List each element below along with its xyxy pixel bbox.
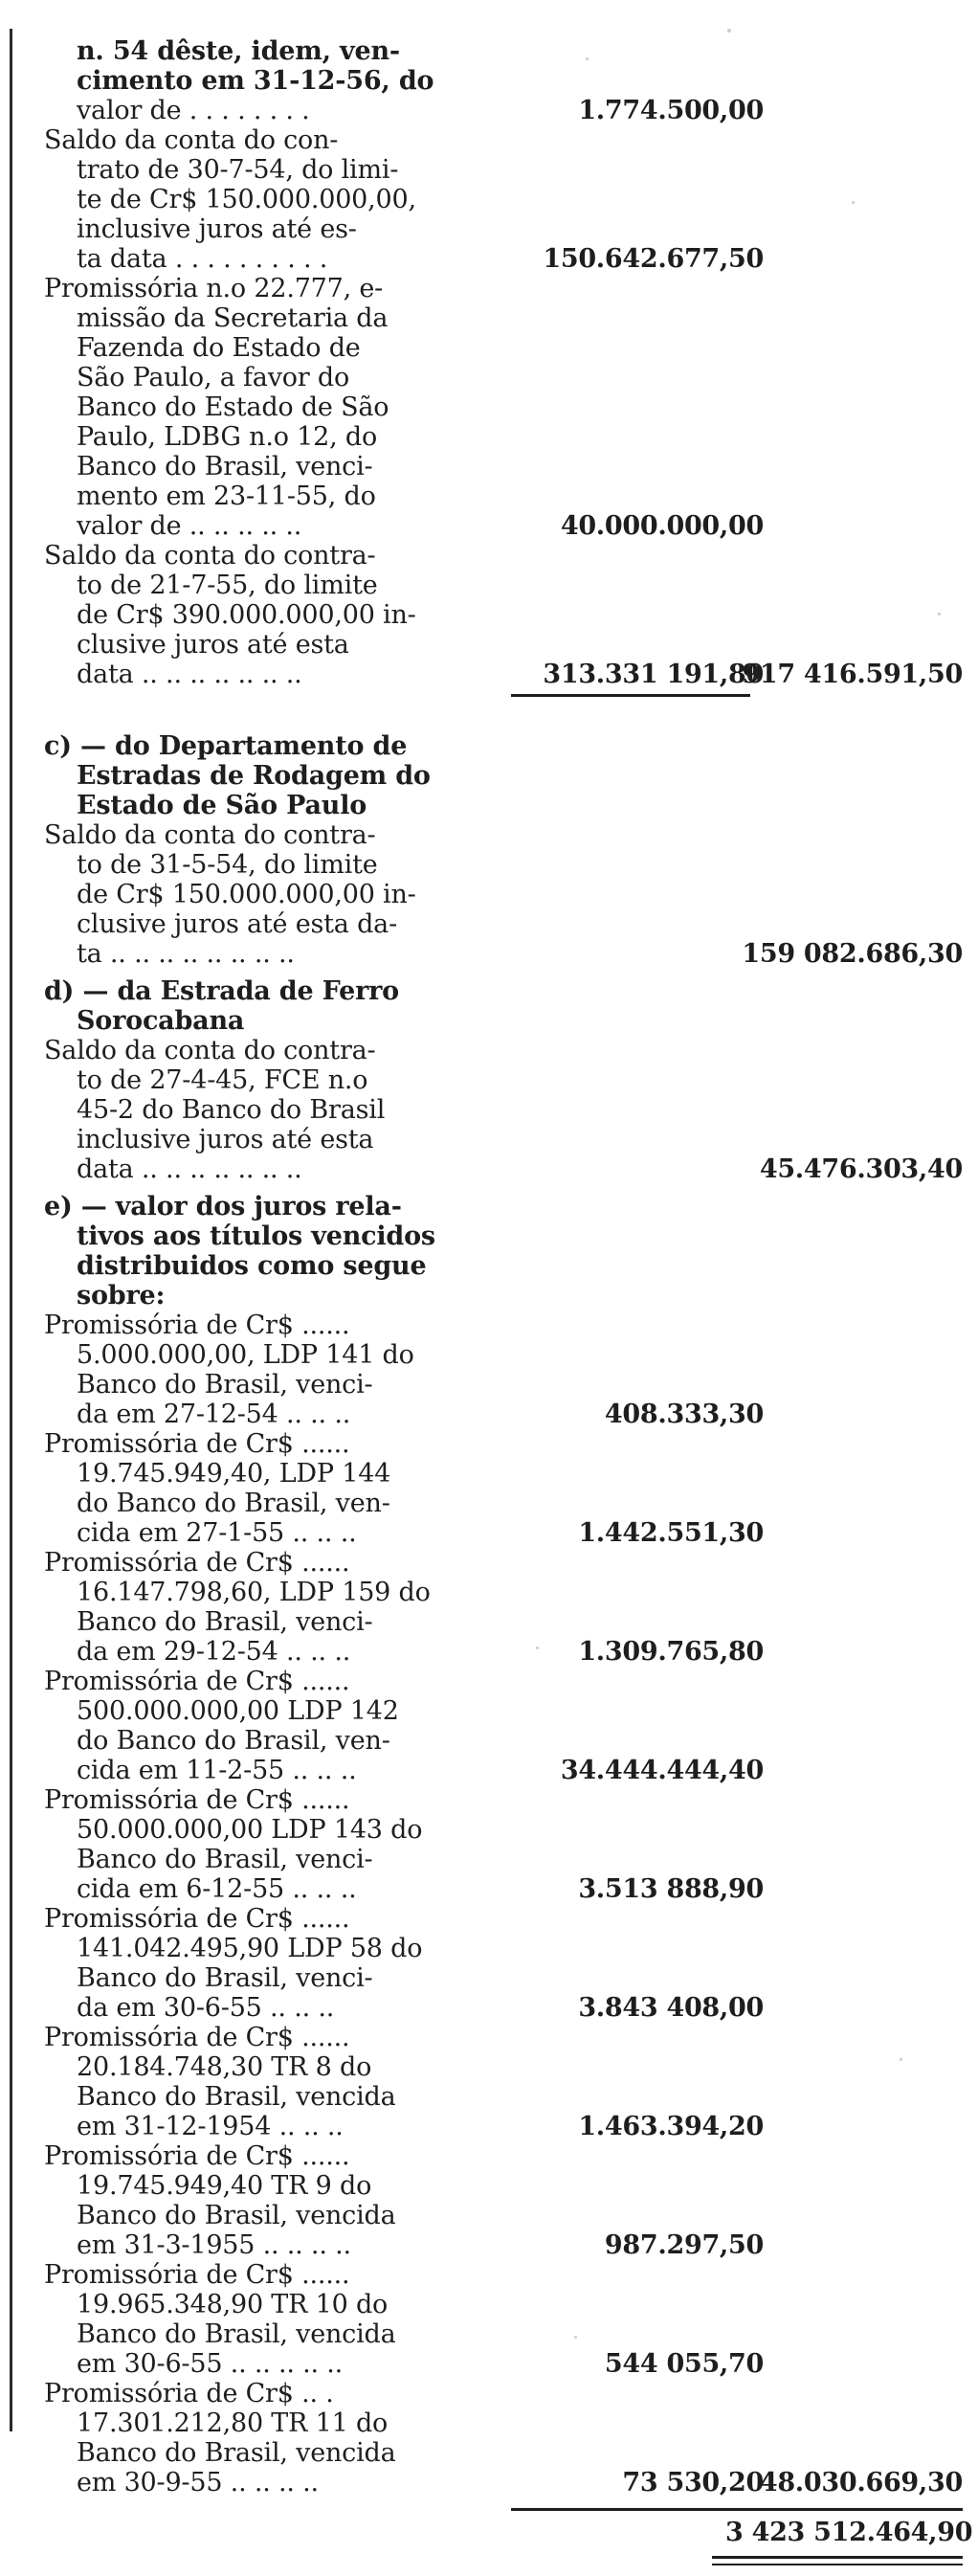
description-line: Banco do Brasil, venci- [77, 452, 373, 482]
description-line: 50.000.000,00 LDP 143 do [77, 1815, 423, 1845]
partial-amount: 544 055,70 [604, 2349, 764, 2379]
total-double-rule [712, 2564, 963, 2565]
description-line: Saldo da conta do con- [44, 125, 339, 155]
description-line: te de Cr$ 150.000.000,00, [77, 185, 416, 214]
description-line: da em 30-6-55 .. .. .. [77, 1993, 335, 2023]
partial-amount: 1.463.394,20 [578, 2112, 764, 2141]
partial-amount: 34.444.444,40 [560, 1756, 764, 1785]
description-line: ta .. .. .. .. .. .. .. .. [77, 939, 295, 969]
ledger-entry [44, 1548, 963, 1667]
description-line: n. 54 dêste, idem, ven- [77, 36, 400, 66]
description-line: Promissória n.o 22.777, e- [44, 274, 384, 303]
description-line: ta data . . . . . . . . . . [77, 244, 328, 274]
description-line: to de 31-5-54, do limite [77, 850, 378, 880]
description-line: 19.745.949,40 TR 9 do [77, 2171, 372, 2201]
subtotal-amount: 48.030.669,30 [759, 2468, 963, 2498]
description-line: 141.042.495,90 LDP 58 do [77, 1934, 423, 1963]
description-line: Saldo da conta do contra- [44, 820, 376, 850]
entry-description [44, 125, 482, 274]
partial-amount: 3.513 888,90 [578, 1874, 764, 1904]
entry-description [44, 2141, 482, 2260]
ledger-entry [44, 125, 963, 274]
scan-speck [536, 1646, 539, 1649]
description-line: em 30-6-55 .. .. .. .. .. [77, 2349, 344, 2379]
description-line: e) — valor dos juros rela- [44, 1192, 402, 1221]
description-line: da em 27-12-54 .. .. .. [77, 1400, 351, 1429]
entry-description [44, 1429, 482, 1548]
scan-speck [574, 2336, 577, 2339]
description-line: Banco do Brasil, venci- [77, 1607, 373, 1637]
description-line: Promissória de Cr$ ...... [44, 2023, 350, 2052]
ledger-entry [44, 2141, 963, 2260]
description-line: do Banco do Brasil, ven- [77, 1489, 390, 1518]
description-line: 500.000.000,00 LDP 142 [77, 1696, 399, 1726]
description-line: de Cr$ 390.000.000,00 in- [77, 600, 416, 630]
description-line: to de 27-4-45, FCE n.o [77, 1065, 368, 1095]
description-line: data .. .. .. .. .. .. .. [77, 1154, 302, 1184]
total-double-rule [712, 2556, 963, 2559]
description-line: 45-2 do Banco do Brasil [77, 1095, 386, 1125]
ledger-column [44, 36, 963, 2498]
description-line: cida em 11-2-55 .. .. .. [77, 1756, 357, 1785]
description-line: Estradas de Rodagem do [77, 761, 431, 791]
scan-left-border [10, 29, 12, 2431]
description-line: em 31-12-1954 .. .. .. [77, 2112, 344, 2141]
ledger-entry [44, 541, 963, 689]
partial-amount: 73 530,20 [622, 2468, 764, 2498]
ledger-entry [44, 1192, 963, 1310]
partial-amount: 1.774.500,00 [578, 96, 764, 125]
entry-description [44, 2379, 482, 2498]
description-line: em 31-3-1955 .. .. .. .. [77, 2230, 351, 2260]
description-line: Fazenda do Estado de [77, 333, 361, 363]
description-line: 5.000.000,00, LDP 141 do [77, 1340, 414, 1370]
scan-speck [852, 201, 855, 204]
ledger-entry [44, 2260, 963, 2379]
entry-description [44, 976, 482, 1184]
description-line: cida em 6-12-55 .. .. .. [77, 1874, 357, 1904]
description-line: em 30-9-55 .. .. .. .. [77, 2468, 319, 2498]
entry-gap [44, 969, 963, 976]
description-line: do Banco do Brasil, ven- [77, 1726, 390, 1756]
subtotal-amount: 917 416.591,50 [742, 660, 963, 689]
description-line: valor de .. .. .. .. .. [77, 511, 302, 541]
description-line: Sorocabana [77, 1006, 245, 1036]
entry-description [44, 1310, 482, 1429]
entry-description [44, 2023, 482, 2141]
subtotal-amount: 159 082.686,30 [742, 939, 963, 969]
ledger-entry [44, 1904, 963, 2023]
description-line: Banco do Estado de São [77, 392, 389, 422]
partial-amount: 40.000.000,00 [560, 511, 764, 541]
description-line: valor de . . . . . . . . [77, 96, 310, 125]
ledger-entry [44, 1310, 963, 1429]
ledger-entry [44, 1429, 963, 1548]
description-line: Banco do Brasil, vencida [77, 2201, 396, 2230]
description-line: cimento em 31-12-56, do [77, 66, 434, 96]
description-line: São Paulo, a favor do [77, 363, 350, 392]
description-line: Banco do Brasil, venci- [77, 1845, 373, 1874]
description-line: Paulo, LDBG n.o 12, do [77, 422, 378, 452]
ledger-entry [44, 976, 963, 1184]
grand-total: 3 423 512.464,90 [725, 2518, 973, 2547]
description-line: Promissória de Cr$ .. . [44, 2379, 334, 2408]
description-line: inclusive juros até esta [77, 1125, 374, 1154]
description-line: 17.301.212,80 TR 11 do [77, 2408, 389, 2438]
description-line: Banco do Brasil, venci- [77, 1370, 373, 1400]
description-line: trato de 30-7-54, do limi- [77, 155, 399, 185]
entry-description [44, 36, 482, 125]
description-line: clusive juros até esta da- [77, 909, 397, 939]
entry-description [44, 274, 482, 541]
partial-amount: 408.333,30 [604, 1400, 764, 1429]
description-line: 20.184.748,30 TR 8 do [77, 2052, 372, 2082]
ledger-entry [44, 274, 963, 541]
sum-rule [511, 694, 750, 697]
partial-amount: 1.442.551,30 [578, 1518, 764, 1548]
ledger-entry [44, 731, 963, 969]
description-line: sobre: [77, 1281, 166, 1310]
description-line: missão da Secretaria da [77, 303, 389, 333]
scan-speck [900, 2058, 902, 2061]
partial-amount: 313.331 191,80 [543, 660, 764, 689]
description-line: Promissória de Cr$ ...... [44, 1785, 350, 1815]
description-line: Promissória de Cr$ ...... [44, 1904, 350, 1934]
description-line: clusive juros até esta [77, 630, 349, 660]
ledger-entry [44, 2023, 963, 2141]
description-line: Promissória de Cr$ ...... [44, 2260, 350, 2290]
description-line: Banco do Brasil, vencida [77, 2438, 396, 2468]
description-line: distribuidos como segue [77, 1251, 427, 1281]
description-line: 16.147.798,60, LDP 159 do [77, 1578, 431, 1607]
description-line: Banco do Brasil, vencida [77, 2082, 396, 2112]
description-line: mento em 23-11-55, do [77, 482, 376, 511]
description-line: inclusive juros até es- [77, 214, 357, 244]
description-line: Promissória de Cr$ ...... [44, 1667, 350, 1696]
description-line: 19.965.348,90 TR 10 do [77, 2290, 389, 2319]
description-line: c) — do Departamento de [44, 731, 408, 761]
partial-amount: 3.843 408,00 [578, 1993, 764, 2023]
subtotal-amount: 45.476.303,40 [759, 1154, 963, 1184]
entry-description [44, 1667, 482, 1785]
scan-speck [586, 57, 589, 60]
description-line: Promissória de Cr$ ...... [44, 1429, 350, 1459]
description-line: Promissória de Cr$ ...... [44, 2141, 350, 2171]
entry-description [44, 2260, 482, 2379]
ledger-entry [44, 36, 963, 125]
description-line: Estado de São Paulo [77, 791, 367, 820]
description-line: de Cr$ 150.000.000,00 in- [77, 880, 416, 909]
description-line: cida em 27-1-55 .. .. .. [77, 1518, 357, 1548]
description-line: d) — da Estrada de Ferro [44, 976, 399, 1006]
description-line: data .. .. .. .. .. .. .. [77, 660, 302, 689]
ledger-entry [44, 1785, 963, 1904]
description-line: Saldo da conta do contra- [44, 541, 376, 571]
description-line: Banco do Brasil, venci- [77, 1963, 373, 1993]
ledger-entry [44, 1667, 963, 1785]
entry-description [44, 731, 482, 969]
description-line: Promissória de Cr$ ...... [44, 1548, 350, 1578]
sum-rule [511, 2508, 963, 2511]
entry-description [44, 541, 482, 689]
entry-description [44, 1192, 482, 1310]
partial-amount: 150.642.677,50 [543, 244, 764, 274]
entry-description [44, 1548, 482, 1667]
partial-amount: 987.297,50 [604, 2230, 764, 2260]
scan-speck [727, 29, 731, 33]
section-gap [44, 699, 963, 731]
entry-description [44, 1904, 482, 2023]
entry-description [44, 1785, 482, 1904]
description-line: Banco do Brasil, vencida [77, 2319, 396, 2349]
ledger-entry [44, 2379, 963, 2498]
description-line: 19.745.949,40, LDP 144 [77, 1459, 391, 1489]
partial-amount: 1.309.765,80 [578, 1637, 764, 1667]
description-line: Saldo da conta do contra- [44, 1036, 376, 1065]
entry-gap [44, 1184, 963, 1192]
description-line: to de 21-7-55, do limite [77, 571, 378, 600]
description-line: Promissória de Cr$ ...... [44, 1310, 350, 1340]
description-line: da em 29-12-54 .. .. .. [77, 1637, 351, 1667]
description-line: tivos aos títulos vencidos [77, 1221, 435, 1251]
scan-speck [938, 613, 941, 616]
